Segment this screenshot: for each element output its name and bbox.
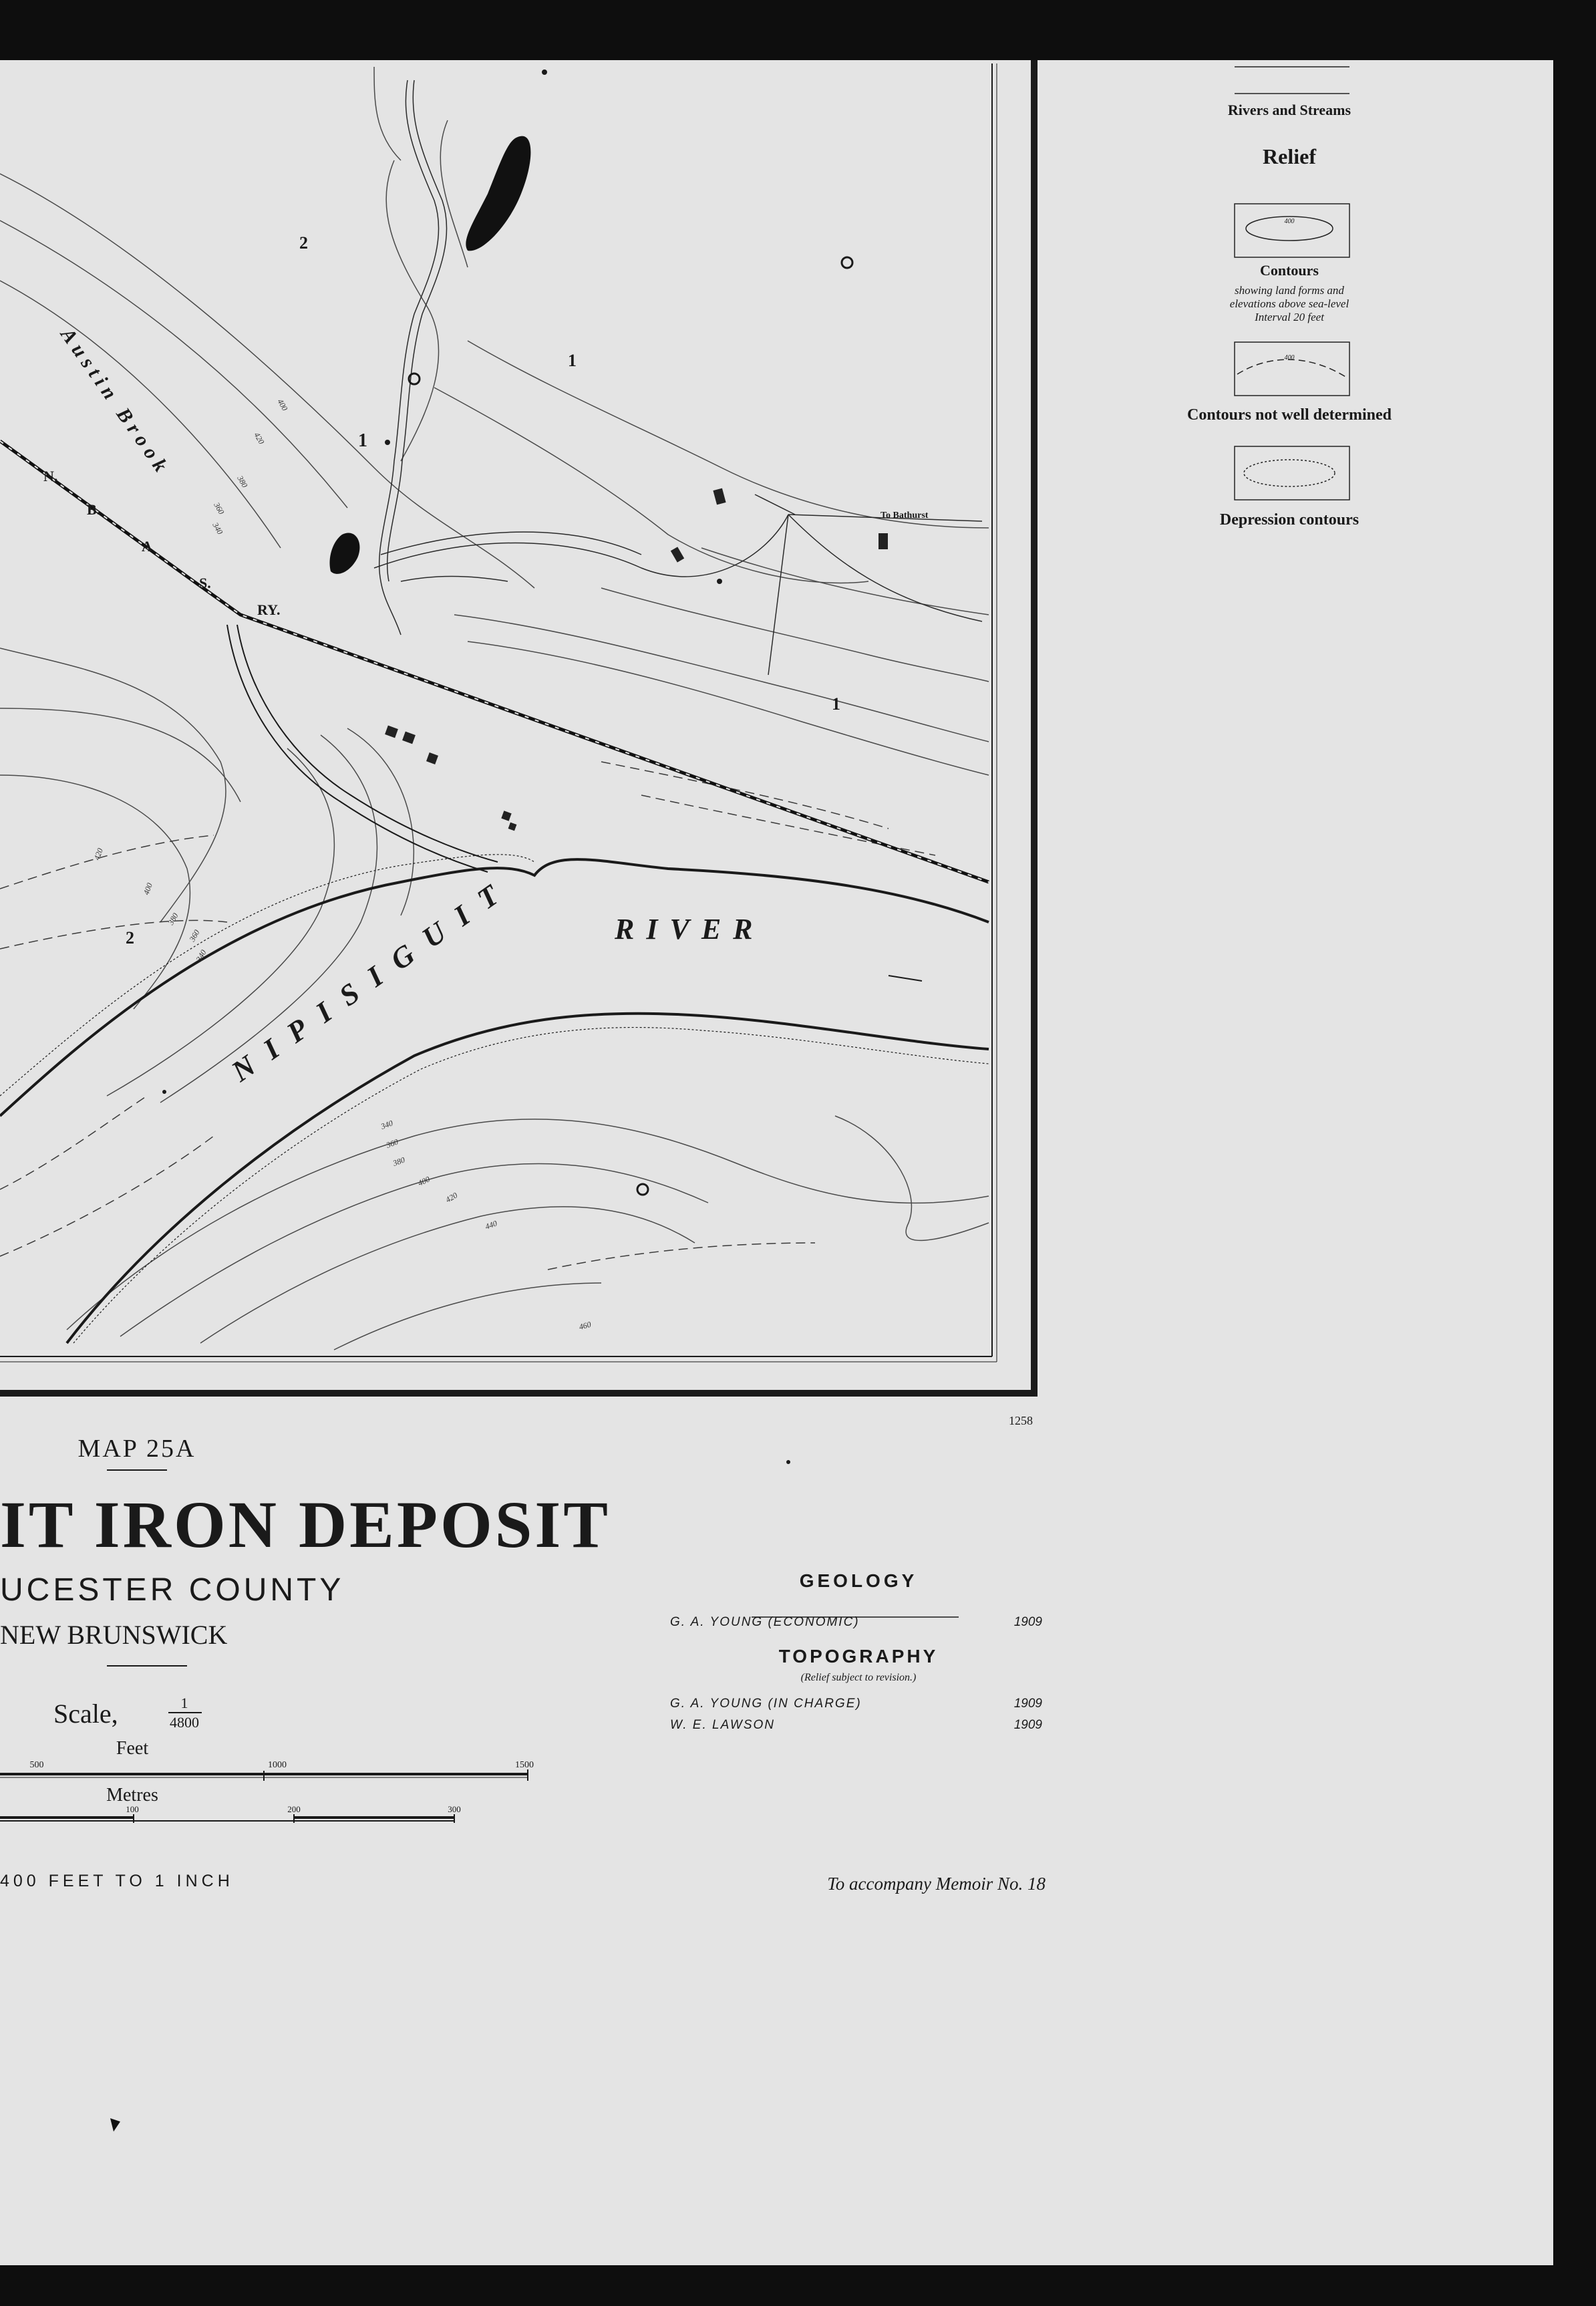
contour-value: 360 — [187, 927, 202, 944]
dashed-contours — [0, 762, 935, 1270]
contour-value: 340 — [379, 1118, 394, 1131]
metres-tick: 300 — [448, 1804, 461, 1814]
deposit-number: 1 — [832, 694, 840, 714]
scale-denominator: 4800 — [170, 1714, 199, 1731]
map-number: MAP 25A — [77, 1435, 196, 1463]
contour-value: 360 — [385, 1137, 400, 1150]
road — [227, 625, 498, 872]
credit-name: G. A. YOUNG (IN CHARGE) — [670, 1697, 862, 1711]
map-frame — [0, 60, 1034, 1397]
railway-letter: RY. — [257, 601, 281, 618]
contour-lines — [0, 67, 989, 1350]
credit-name: W. E. LAWSON — [670, 1718, 776, 1732]
to-bathurst-label: To Bathurst — [881, 511, 929, 521]
contour-value: 400 — [141, 881, 154, 897]
ink-mark — [110, 2118, 120, 2132]
contour-value: 380 — [391, 1155, 406, 1168]
railway-letter: A — [142, 538, 152, 555]
credit-year: 1909 — [1013, 1718, 1042, 1732]
metres-tick: 200 — [287, 1804, 301, 1814]
railway-letter: N. — [43, 468, 58, 484]
feet-tick: 1000 — [268, 1760, 287, 1770]
metres-label: Metres — [106, 1785, 158, 1806]
contour-value: 400 — [275, 397, 290, 413]
credit-name: G. A. YOUNG (ECONOMIC) — [670, 1615, 860, 1629]
metres-tick: 100 — [126, 1804, 139, 1814]
contour-value: 440 — [484, 1218, 498, 1232]
legend-relief-heading: Relief — [1263, 144, 1316, 168]
map-brook-label: Austin Brook — [56, 324, 175, 480]
deposit-number: 1 — [358, 430, 367, 451]
railway — [0, 441, 989, 882]
memoir-note: To accompany Memoir No. 18 — [827, 1874, 1046, 1894]
deposit-number: 1 — [568, 351, 577, 370]
legend-uncertain-sample-value: 400 — [1284, 354, 1295, 362]
contour-value: 340 — [194, 948, 208, 964]
credit-year: 1909 — [1013, 1697, 1042, 1711]
river-name-label: NIPISIGUIT — [225, 869, 519, 1089]
map-county: UCESTER COUNTY — [0, 1572, 345, 1608]
legend-contours-desc: elevations above sea-level — [1229, 297, 1349, 310]
railway-letter: S. — [199, 575, 211, 591]
river-banks — [0, 855, 989, 1343]
survey-marks — [409, 257, 852, 1195]
austin-brook — [374, 80, 982, 675]
railway-letter: B. — [87, 501, 101, 518]
credit-year: 1909 — [1013, 1615, 1042, 1629]
buildings — [385, 488, 888, 831]
legend-contours-label: Contours — [1259, 262, 1319, 279]
legend-contour-sample-value: 400 — [1284, 218, 1295, 225]
map-title: IT IRON DEPOSIT — [0, 1487, 611, 1562]
legend-rivers-label: Rivers and Streams — [1227, 102, 1351, 118]
deposit-number: 2 — [299, 233, 308, 253]
legend-contours-desc: Interval 20 feet — [1255, 311, 1324, 323]
sheet-number: 1258 — [1009, 1414, 1033, 1427]
river-name-label: RIVER — [615, 913, 765, 946]
topography-heading: TOPOGRAPHY — [778, 1646, 939, 1667]
scale-ratio-text: 400 FEET TO 1 INCH — [0, 1872, 234, 1890]
scale-numerator: 1 — [180, 1695, 188, 1711]
feet-label: Feet — [116, 1738, 149, 1759]
contour-value: 420 — [444, 1190, 460, 1205]
legend-uncertain-label: Contours not well determined — [1187, 406, 1392, 424]
feet-tick: 500 — [29, 1760, 44, 1770]
topography-note: (Relief subject to revision.) — [800, 1672, 917, 1683]
ponds — [330, 136, 531, 574]
scale-label: Scale, — [53, 1699, 118, 1729]
geology-heading: GEOLOGY — [799, 1570, 918, 1591]
deposit-number: 2 — [126, 928, 134, 948]
legend-depression-label: Depression contours — [1219, 511, 1360, 529]
contour-value: 400 — [416, 1174, 432, 1188]
legend-boxes — [1235, 67, 1349, 500]
contour-value: 380 — [166, 911, 180, 927]
dots — [162, 69, 790, 1464]
feet-tick: 1500 — [515, 1760, 534, 1770]
contour-value: 420 — [252, 430, 267, 446]
contour-value: 420 — [92, 847, 105, 862]
legend-contours-desc: showing land forms and — [1235, 284, 1344, 297]
contour-value: 380 — [235, 474, 250, 490]
contour-value: 460 — [578, 1319, 593, 1332]
contour-value: 340 — [210, 521, 225, 537]
contour-value: 360 — [212, 500, 226, 517]
map-province: NEW BRUNSWICK — [0, 1620, 228, 1650]
